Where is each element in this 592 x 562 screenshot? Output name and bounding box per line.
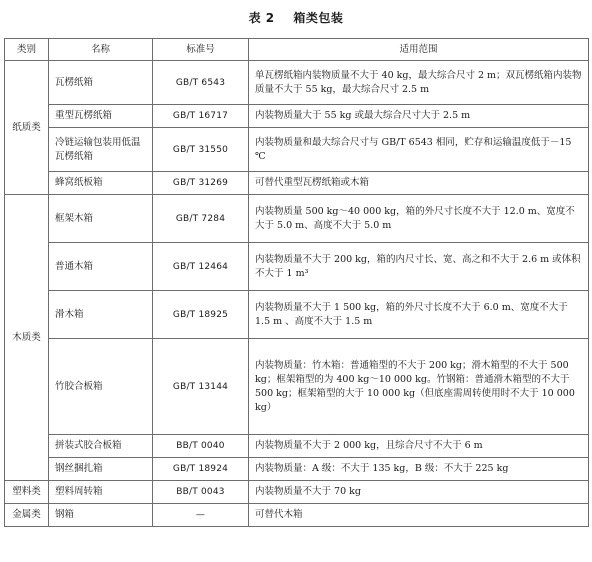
row-name: 拼装式胶合板箱 — [49, 435, 153, 458]
category-plastic: 塑料类 — [5, 481, 49, 504]
row-name: 框架木箱 — [49, 195, 153, 243]
row-name: 竹胶合板箱 — [49, 339, 153, 435]
row-scope: 内装物质量：竹木箱：普通箱型的不大于 200 kg；滑木箱型的不大于 500 kg；框架箱型的为 400 kg～10 000 kg。竹钢箱：普通滑木箱型的不大于 500 kg；框架箱型的大于 10 000 kg（但底座需周转使用时不大于 10 000 kg） — [249, 339, 589, 435]
table-row — [5, 504, 589, 527]
row-scope: 可替代重型瓦楞纸箱或木箱 — [249, 172, 589, 195]
row-name: 塑料周转箱 — [49, 481, 153, 504]
table-row — [5, 61, 589, 105]
row-standard: GB/T 16717 — [153, 105, 249, 128]
table-caption: 表 2 箱类包装 — [248, 11, 344, 25]
row-standard: GB/T 18925 — [153, 291, 249, 339]
row-scope: 内装物质量不大于 2 000 kg，且综合尺寸不大于 6 m — [249, 435, 589, 458]
table-row — [5, 172, 589, 195]
table-row — [5, 435, 589, 458]
table-row — [5, 291, 589, 339]
category-wood: 木质类 — [5, 195, 49, 481]
row-name: 冷链运输包装用低温瓦楞纸箱 — [49, 128, 153, 172]
row-standard: GB/T 31269 — [153, 172, 249, 195]
row-standard: GB/T 13144 — [153, 339, 249, 435]
row-scope: 内装物质量：A 级：不大于 135 kg，B 级：不大于 225 kg — [249, 458, 589, 481]
row-name: 滑木箱 — [49, 291, 153, 339]
row-scope: 内装物质量不大于 70 kg — [249, 481, 589, 504]
header-name: 名称 — [49, 39, 153, 61]
row-standard: GB/T 7284 — [153, 195, 249, 243]
row-standard: BB/T 0043 — [153, 481, 249, 504]
category-metal: 金属类 — [5, 504, 49, 527]
header-category: 类别 — [5, 39, 49, 61]
table-row — [5, 243, 589, 291]
row-scope: 内装物质量和最大综合尺寸与 GB/T 6543 相同，贮存和运输温度低于－15 ℃ — [249, 128, 589, 172]
row-name: 瓦楞纸箱 — [49, 61, 153, 105]
row-standard: — — [153, 504, 249, 527]
row-standard: GB/T 6543 — [153, 61, 249, 105]
row-name: 钢箱 — [49, 504, 153, 527]
table-row — [5, 458, 589, 481]
row-scope: 内装物质量大于 55 kg 或最大综合尺寸大于 2.5 m — [249, 105, 589, 128]
row-name: 普通木箱 — [49, 243, 153, 291]
header-row — [5, 39, 589, 61]
row-standard: GB/T 31550 — [153, 128, 249, 172]
row-scope: 可替代木箱 — [249, 504, 589, 527]
header-standard: 标准号 — [153, 39, 249, 61]
row-scope: 内装物质量 500 kg～40 000 kg，箱的外尺寸长度不大于 12.0 m、宽度不大于 5.0 m、高度不大于 5.0 m — [249, 195, 589, 243]
header-scope: 适用范围 — [249, 39, 589, 61]
table-row — [5, 195, 589, 243]
table-row — [5, 339, 589, 435]
table-row — [5, 481, 589, 504]
table-row — [5, 105, 589, 128]
row-scope: 单瓦楞纸箱内装物质量不大于 40 kg，最大综合尺寸 2 m；双瓦楞纸箱内装物质量不大于 55 kg，最大综合尺寸 2.5 m — [249, 61, 589, 105]
row-standard: GB/T 12464 — [153, 243, 249, 291]
row-scope: 内装物质量不大于 200 kg，箱的内尺寸长、宽、高之和不大于 2.6 m 或体积不大于 1 m³ — [249, 243, 589, 291]
row-scope: 内装物质量不大于 1 500 kg，箱的外尺寸长度不大于 6.0 m、宽度不大于 1.5 m 、高度不大于 1.5 m — [249, 291, 589, 339]
category-paper: 纸质类 — [5, 61, 49, 195]
packaging-table — [4, 38, 589, 527]
row-name: 蜂窝纸板箱 — [49, 172, 153, 195]
row-name: 重型瓦楞纸箱 — [49, 105, 153, 128]
table-row — [5, 128, 589, 172]
row-standard: GB/T 18924 — [153, 458, 249, 481]
row-standard: BB/T 0040 — [153, 435, 249, 458]
row-name: 钢丝捆扎箱 — [49, 458, 153, 481]
